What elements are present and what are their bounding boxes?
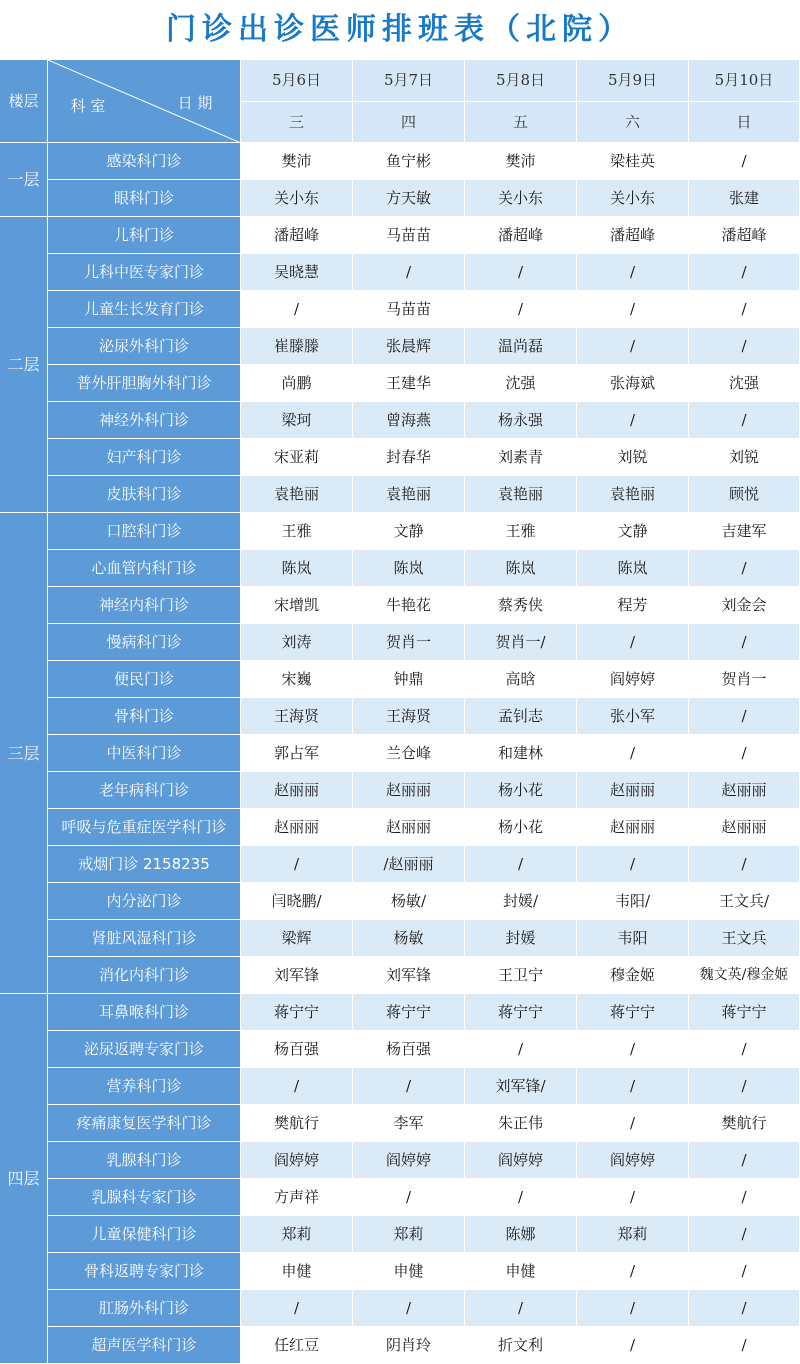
doctor-cell: / bbox=[465, 291, 577, 328]
doctor-cell: 陈岚 bbox=[577, 550, 689, 587]
doctor-cell: 刘军锋 bbox=[353, 957, 465, 994]
doctor-cell: 穆金姬 bbox=[577, 957, 689, 994]
doctor-cell: 韦阳 bbox=[577, 920, 689, 957]
floor-label-1: 一层 bbox=[0, 143, 48, 217]
doctor-cell: 申健 bbox=[353, 1253, 465, 1290]
doctor-cell: / bbox=[465, 846, 577, 883]
doctor-cell: 陈岚 bbox=[465, 550, 577, 587]
doctor-cell: / bbox=[689, 1290, 800, 1327]
doctor-cell: 贺肖一/ bbox=[465, 624, 577, 661]
doctor-cell: 赵丽丽 bbox=[577, 809, 689, 846]
dept-name: 慢病科门诊 bbox=[48, 624, 241, 661]
doctor-cell: 杨小花 bbox=[465, 809, 577, 846]
weekday-header-5: 日 bbox=[689, 102, 800, 143]
doctor-cell: 刘素青 bbox=[465, 439, 577, 476]
floor-label-2: 二层 bbox=[0, 217, 48, 513]
dept-name: 泌尿返聘专家门诊 bbox=[48, 1031, 241, 1068]
doctor-cell: / bbox=[577, 1327, 689, 1364]
doctor-cell: 王建华 bbox=[353, 365, 465, 402]
dept-header-label: 科 室 bbox=[70, 96, 106, 115]
doctor-cell: 钟鼎 bbox=[353, 661, 465, 698]
doctor-cell: 曾海燕 bbox=[353, 402, 465, 439]
doctor-cell: 关小东 bbox=[465, 180, 577, 217]
doctor-cell: / bbox=[577, 328, 689, 365]
doctor-cell: 王文兵 bbox=[689, 920, 800, 957]
doctor-cell: 蒋宁宁 bbox=[689, 994, 800, 1031]
doctor-cell: / bbox=[689, 402, 800, 439]
weekday-header-2: 四 bbox=[353, 102, 465, 143]
dept-name: 戒烟门诊 2158235 bbox=[48, 846, 241, 883]
doctor-cell: 杨永强 bbox=[465, 402, 577, 439]
doctor-cell: 蒋宁宁 bbox=[241, 994, 353, 1031]
doctor-cell: 宋增凯 bbox=[241, 587, 353, 624]
doctor-cell: 郭占军 bbox=[241, 735, 353, 772]
date-header-2: 5月7日 bbox=[353, 60, 465, 102]
dept-name: 肛肠外科门诊 bbox=[48, 1290, 241, 1327]
doctor-cell: 韦阳/ bbox=[577, 883, 689, 920]
dept-name: 内分泌门诊 bbox=[48, 883, 241, 920]
doctor-cell: 王海贤 bbox=[241, 698, 353, 735]
doctor-cell: 宋巍 bbox=[241, 661, 353, 698]
doctor-cell: 袁艳丽 bbox=[353, 476, 465, 513]
doctor-cell: / bbox=[465, 254, 577, 291]
doctor-cell: 杨敏 bbox=[353, 920, 465, 957]
doctor-cell: 贺肖一 bbox=[689, 661, 800, 698]
weekday-header-3: 五 bbox=[465, 102, 577, 143]
doctor-cell: 赵丽丽 bbox=[241, 809, 353, 846]
dept-name: 儿科中医专家门诊 bbox=[48, 254, 241, 291]
doctor-cell: / bbox=[689, 624, 800, 661]
doctor-cell: / bbox=[577, 735, 689, 772]
doctor-cell: / bbox=[689, 1253, 800, 1290]
doctor-cell: / bbox=[689, 1142, 800, 1179]
floor-label-4: 四层 bbox=[0, 994, 48, 1364]
doctor-cell: 赵丽丽 bbox=[241, 772, 353, 809]
doctor-cell: 文静 bbox=[353, 513, 465, 550]
doctor-cell: / bbox=[577, 254, 689, 291]
doctor-cell: / bbox=[353, 1068, 465, 1105]
dept-name: 皮肤科门诊 bbox=[48, 476, 241, 513]
doctor-cell: 赵丽丽 bbox=[353, 772, 465, 809]
doctor-cell: 张海斌 bbox=[577, 365, 689, 402]
doctor-cell: 任红豆 bbox=[241, 1327, 353, 1364]
doctor-cell: 折文利 bbox=[465, 1327, 577, 1364]
dept-name: 神经外科门诊 bbox=[48, 402, 241, 439]
doctor-cell: 蒋宁宁 bbox=[577, 994, 689, 1031]
doctor-cell: /赵丽丽 bbox=[353, 846, 465, 883]
doctor-cell: 兰仓峰 bbox=[353, 735, 465, 772]
doctor-cell: 温尚磊 bbox=[465, 328, 577, 365]
doctor-cell: 袁艳丽 bbox=[241, 476, 353, 513]
doctor-cell: 蒋宁宁 bbox=[353, 994, 465, 1031]
doctor-cell: 陈岚 bbox=[241, 550, 353, 587]
doctor-cell: 袁艳丽 bbox=[577, 476, 689, 513]
date-header-1: 5月6日 bbox=[241, 60, 353, 102]
doctor-cell: 阎婷婷 bbox=[353, 1142, 465, 1179]
dept-name: 心血管内科门诊 bbox=[48, 550, 241, 587]
doctor-cell: 梁珂 bbox=[241, 402, 353, 439]
doctor-cell: / bbox=[465, 1179, 577, 1216]
doctor-cell: 申健 bbox=[241, 1253, 353, 1290]
doctor-cell: 刘锐 bbox=[689, 439, 800, 476]
doctor-cell: 张小军 bbox=[577, 698, 689, 735]
doctor-cell: / bbox=[689, 550, 800, 587]
doctor-cell: / bbox=[689, 143, 800, 180]
dept-name: 便民门诊 bbox=[48, 661, 241, 698]
doctor-cell: 孟钊志 bbox=[465, 698, 577, 735]
date-header-label: 日 期 bbox=[177, 93, 213, 112]
doctor-cell: 郑莉 bbox=[241, 1216, 353, 1253]
doctor-cell: 蒋宁宁 bbox=[465, 994, 577, 1031]
doctor-cell: / bbox=[465, 1290, 577, 1327]
doctor-cell: 樊沛 bbox=[465, 143, 577, 180]
doctor-cell: 刘锐 bbox=[577, 439, 689, 476]
doctor-cell: / bbox=[577, 1105, 689, 1142]
doctor-cell: 刘军锋/ bbox=[465, 1068, 577, 1105]
doctor-cell: / bbox=[689, 1179, 800, 1216]
dept-name: 儿童生长发育门诊 bbox=[48, 291, 241, 328]
doctor-cell: 刘军锋 bbox=[241, 957, 353, 994]
doctor-cell: 闫晓鹏/ bbox=[241, 883, 353, 920]
doctor-cell: / bbox=[241, 846, 353, 883]
doctor-cell: 王雅 bbox=[465, 513, 577, 550]
doctor-cell: 封春华 bbox=[353, 439, 465, 476]
doctor-cell: 樊航行 bbox=[689, 1105, 800, 1142]
dept-name: 妇产科门诊 bbox=[48, 439, 241, 476]
doctor-cell: 崔滕滕 bbox=[241, 328, 353, 365]
doctor-cell: 魏文英/穆金姬 bbox=[689, 957, 800, 994]
dept-name: 眼科门诊 bbox=[48, 180, 241, 217]
dept-name: 乳腺科门诊 bbox=[48, 1142, 241, 1179]
doctor-cell: 王文兵/ bbox=[689, 883, 800, 920]
doctor-cell: 杨百强 bbox=[353, 1031, 465, 1068]
doctor-cell: / bbox=[689, 291, 800, 328]
doctor-cell: 阎婷婷 bbox=[577, 1142, 689, 1179]
doctor-cell: 阎婷婷 bbox=[465, 1142, 577, 1179]
doctor-cell: / bbox=[689, 735, 800, 772]
doctor-cell: / bbox=[241, 291, 353, 328]
date-header-3: 5月8日 bbox=[465, 60, 577, 102]
dept-name: 超声医学科门诊 bbox=[48, 1327, 241, 1364]
doctor-cell: 马苗苗 bbox=[353, 291, 465, 328]
doctor-cell: 方声祥 bbox=[241, 1179, 353, 1216]
doctor-cell: 樊沛 bbox=[241, 143, 353, 180]
doctor-cell: 程芳 bbox=[577, 587, 689, 624]
dept-name: 呼吸与危重症医学科门诊 bbox=[48, 809, 241, 846]
floor-header: 楼层 bbox=[0, 60, 48, 143]
doctor-cell: / bbox=[689, 254, 800, 291]
doctor-cell: 和建林 bbox=[465, 735, 577, 772]
doctor-cell: 封媛/ bbox=[465, 883, 577, 920]
doctor-cell: 吉建军 bbox=[689, 513, 800, 550]
weekday-header-1: 三 bbox=[241, 102, 353, 143]
doctor-cell: / bbox=[577, 291, 689, 328]
doctor-cell: 阴肖玲 bbox=[353, 1327, 465, 1364]
doctor-cell: 潘超峰 bbox=[577, 217, 689, 254]
doctor-cell: 潘超峰 bbox=[241, 217, 353, 254]
dept-name: 骨科门诊 bbox=[48, 698, 241, 735]
doctor-cell: 蔡秀侠 bbox=[465, 587, 577, 624]
doctor-cell: 阎婷婷 bbox=[577, 661, 689, 698]
doctor-cell: 文静 bbox=[577, 513, 689, 550]
doctor-cell: 阎婷婷 bbox=[241, 1142, 353, 1179]
doctor-cell: 沈强 bbox=[689, 365, 800, 402]
dept-name: 口腔科门诊 bbox=[48, 513, 241, 550]
doctor-cell: 袁艳丽 bbox=[465, 476, 577, 513]
doctor-cell: 关小东 bbox=[577, 180, 689, 217]
doctor-cell: 樊航行 bbox=[241, 1105, 353, 1142]
doctor-cell: 李军 bbox=[353, 1105, 465, 1142]
doctor-cell: / bbox=[689, 328, 800, 365]
dept-name: 感染科门诊 bbox=[48, 143, 241, 180]
doctor-cell: / bbox=[353, 1290, 465, 1327]
doctor-cell: 贺肖一 bbox=[353, 624, 465, 661]
doctor-cell: 刘金会 bbox=[689, 587, 800, 624]
doctor-cell: 郑莉 bbox=[577, 1216, 689, 1253]
doctor-cell: 赵丽丽 bbox=[689, 809, 800, 846]
doctor-cell: / bbox=[577, 402, 689, 439]
doctor-cell: 顾悦 bbox=[689, 476, 800, 513]
doctor-cell: / bbox=[689, 846, 800, 883]
doctor-cell: 封媛 bbox=[465, 920, 577, 957]
date-header-5: 5月10日 bbox=[689, 60, 800, 102]
doctor-cell: 赵丽丽 bbox=[577, 772, 689, 809]
doctor-cell: 方天敏 bbox=[353, 180, 465, 217]
doctor-cell: 王雅 bbox=[241, 513, 353, 550]
doctor-cell: 杨百强 bbox=[241, 1031, 353, 1068]
doctor-cell: 杨小花 bbox=[465, 772, 577, 809]
doctor-cell: / bbox=[577, 1179, 689, 1216]
doctor-cell: 赵丽丽 bbox=[353, 809, 465, 846]
dept-name: 儿科门诊 bbox=[48, 217, 241, 254]
doctor-cell: 赵丽丽 bbox=[689, 772, 800, 809]
doctor-cell: / bbox=[577, 1253, 689, 1290]
doctor-cell: 关小东 bbox=[241, 180, 353, 217]
doctor-cell: / bbox=[577, 624, 689, 661]
doctor-cell: 梁桂英 bbox=[577, 143, 689, 180]
doctor-cell: 陈娜 bbox=[465, 1216, 577, 1253]
doctor-cell: 张晨辉 bbox=[353, 328, 465, 365]
doctor-cell: 鱼宁彬 bbox=[353, 143, 465, 180]
dept-name: 肾脏风湿科门诊 bbox=[48, 920, 241, 957]
dept-name: 骨科返聘专家门诊 bbox=[48, 1253, 241, 1290]
doctor-cell: / bbox=[577, 1068, 689, 1105]
dept-name: 乳腺科专家门诊 bbox=[48, 1179, 241, 1216]
doctor-cell: 沈强 bbox=[465, 365, 577, 402]
doctor-cell: 张建 bbox=[689, 180, 800, 217]
doctor-cell: 马苗苗 bbox=[353, 217, 465, 254]
doctor-cell: / bbox=[577, 1290, 689, 1327]
doctor-cell: 郑莉 bbox=[353, 1216, 465, 1253]
doctor-cell: 王海贤 bbox=[353, 698, 465, 735]
doctor-cell: 吴晓慧 bbox=[241, 254, 353, 291]
doctor-cell: 刘涛 bbox=[241, 624, 353, 661]
dept-name: 中医科门诊 bbox=[48, 735, 241, 772]
doctor-cell: / bbox=[689, 1031, 800, 1068]
doctor-cell: / bbox=[689, 1068, 800, 1105]
doctor-cell: / bbox=[465, 1031, 577, 1068]
doctor-cell: / bbox=[241, 1290, 353, 1327]
dept-name: 营养科门诊 bbox=[48, 1068, 241, 1105]
doctor-cell: 朱正伟 bbox=[465, 1105, 577, 1142]
doctor-cell: 申健 bbox=[465, 1253, 577, 1290]
doctor-cell: 尚鹏 bbox=[241, 365, 353, 402]
dept-name: 泌尿外科门诊 bbox=[48, 328, 241, 365]
doctor-cell: / bbox=[353, 1179, 465, 1216]
dept-name: 神经内科门诊 bbox=[48, 587, 241, 624]
doctor-cell: 潘超峰 bbox=[689, 217, 800, 254]
doctor-cell: 高晗 bbox=[465, 661, 577, 698]
doctor-cell: / bbox=[577, 1031, 689, 1068]
doctor-cell: 潘超峰 bbox=[465, 217, 577, 254]
doctor-cell: 梁辉 bbox=[241, 920, 353, 957]
date-header-4: 5月9日 bbox=[577, 60, 689, 102]
doctor-cell: / bbox=[353, 254, 465, 291]
dept-name: 耳鼻喉科门诊 bbox=[48, 994, 241, 1031]
doctor-cell: 王卫宁 bbox=[465, 957, 577, 994]
doctor-cell: / bbox=[689, 1327, 800, 1364]
doctor-cell: 杨敏/ bbox=[353, 883, 465, 920]
doctor-cell: / bbox=[689, 1216, 800, 1253]
doctor-cell: / bbox=[577, 846, 689, 883]
doctor-cell: 牛艳花 bbox=[353, 587, 465, 624]
floor-label-3: 三层 bbox=[0, 513, 48, 994]
doctor-cell: 陈岚 bbox=[353, 550, 465, 587]
page-title: 门诊出诊医师排班表（北院） bbox=[166, 12, 634, 47]
dept-name: 普外肝胆胸外科门诊 bbox=[48, 365, 241, 402]
dept-name: 疼痛康复医学科门诊 bbox=[48, 1105, 241, 1142]
dept-name: 老年病科门诊 bbox=[48, 772, 241, 809]
dept-name: 消化内科门诊 bbox=[48, 957, 241, 994]
doctor-cell: / bbox=[241, 1068, 353, 1105]
dept-name: 儿童保健科门诊 bbox=[48, 1216, 241, 1253]
doctor-cell: 宋亚莉 bbox=[241, 439, 353, 476]
doctor-cell: / bbox=[689, 698, 800, 735]
weekday-header-4: 六 bbox=[577, 102, 689, 143]
